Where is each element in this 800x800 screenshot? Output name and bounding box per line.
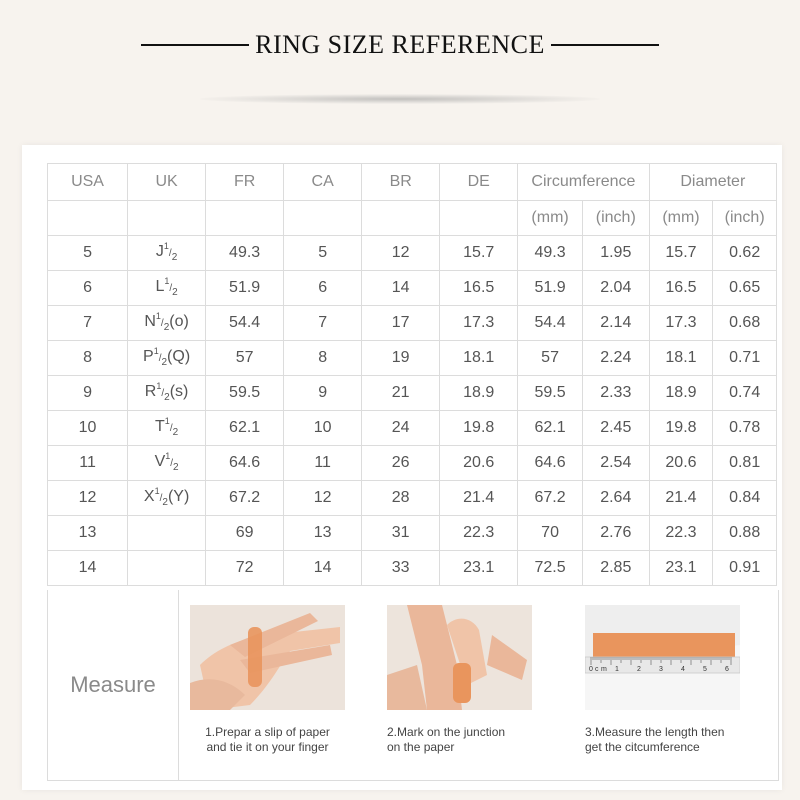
ruler-digit: 0 — [589, 666, 593, 673]
fraction-slash: / — [160, 317, 164, 329]
cell-br: 28 — [362, 481, 440, 516]
cell-circ-inch: 2.85 — [582, 551, 649, 586]
half-denominator: 2 — [164, 392, 170, 404]
cell-dia-mm: 18.1 — [649, 341, 713, 376]
cell-dia-inch: 0.81 — [713, 446, 777, 481]
cell-circ-mm: 49.3 — [518, 236, 583, 271]
cell-circ-mm: 57 — [518, 341, 583, 376]
cell-br: 14 — [362, 271, 440, 306]
uk-letter: X — [143, 487, 155, 505]
ruler-icon — [585, 605, 740, 710]
cell-uk — [128, 446, 206, 481]
table-row — [48, 341, 777, 376]
col-header-diameter: Diameter — [649, 164, 776, 201]
cell-fr: 49.3 — [206, 236, 284, 271]
step2-photo — [387, 605, 532, 710]
step3-line2: get the citcumference — [585, 740, 700, 754]
half-denominator: 2 — [172, 287, 178, 299]
cell-circ-inch: 2.64 — [582, 481, 649, 516]
ruler-digit: m — [601, 666, 607, 673]
table-row — [48, 516, 777, 551]
cell-dia-inch: 0.62 — [713, 236, 777, 271]
cell-dia-mm: 23.1 — [649, 551, 713, 586]
cell-ca: 8 — [284, 341, 362, 376]
ruler-digit: 3 — [659, 666, 663, 673]
step1-line2: and tie it on your finger — [206, 740, 329, 754]
cell-fr: 62.1 — [206, 411, 284, 446]
col-header-de: DE — [440, 164, 518, 201]
ruler-digit: 4 — [681, 666, 685, 673]
unit-cell-empty — [206, 201, 284, 236]
cell-dia-inch: 0.71 — [713, 341, 777, 376]
step1-line1: 1.Prepar a slip of paper — [205, 725, 330, 739]
uk-alt-size: (s) — [169, 382, 189, 400]
unit-circ-inch: (inch) — [582, 201, 649, 236]
step2-line2: on the paper — [387, 740, 455, 754]
cell-br: 31 — [362, 516, 440, 551]
cell-de: 23.1 — [440, 551, 518, 586]
cell-usa: 9 — [48, 376, 128, 411]
cell-ca: 10 — [284, 411, 362, 446]
col-header-usa: USA — [48, 164, 128, 201]
cell-dia-inch: 0.91 — [713, 551, 777, 586]
table-row — [48, 306, 777, 341]
half-denominator: 2 — [173, 462, 179, 474]
table-row — [48, 481, 777, 516]
cell-usa: 11 — [48, 446, 128, 481]
cell-circ-inch: 1.95 — [582, 236, 649, 271]
cell-br: 12 — [362, 236, 440, 271]
unit-circ-mm: (mm) — [518, 201, 583, 236]
cell-dia-inch: 0.68 — [713, 306, 777, 341]
cell-fr: 54.4 — [206, 306, 284, 341]
half-numerator: 1 — [163, 240, 169, 251]
unit-cell-empty — [440, 201, 518, 236]
fraction-slash: / — [158, 352, 162, 364]
step3-caption — [585, 725, 750, 755]
half-denominator: 2 — [162, 497, 168, 509]
table-row — [48, 446, 777, 481]
cell-circ-inch: 2.54 — [582, 446, 649, 481]
cell-br: 19 — [362, 341, 440, 376]
cell-de: 18.9 — [440, 376, 518, 411]
cell-circ-mm: 54.4 — [518, 306, 583, 341]
cell-dia-inch: 0.84 — [713, 481, 777, 516]
cell-br: 24 — [362, 411, 440, 446]
half-numerator: 1 — [155, 310, 161, 321]
header-row — [48, 164, 777, 201]
ruler-digit: 6 — [725, 666, 729, 673]
cell-circ-inch: 2.76 — [582, 516, 649, 551]
ruler-digit: 1 — [615, 666, 619, 673]
step3-photo — [585, 605, 740, 710]
half-numerator: 1 — [156, 380, 162, 391]
marking-hand-icon — [387, 605, 532, 710]
cell-circ-mm: 59.5 — [518, 376, 583, 411]
cell-circ-inch: 2.24 — [582, 341, 649, 376]
hand-with-paper-icon — [190, 605, 345, 710]
uk-alt-size: (Y) — [167, 487, 190, 505]
page-title: RING SIZE REFERENCE — [255, 30, 545, 59]
cell-fr: 69 — [206, 516, 284, 551]
cell-dia-mm: 22.3 — [649, 516, 713, 551]
cell-uk — [128, 411, 206, 446]
cell-dia-mm: 16.5 — [649, 271, 713, 306]
cell-ca: 6 — [284, 271, 362, 306]
half-numerator: 1 — [164, 275, 170, 286]
fraction-slash: / — [169, 422, 173, 434]
title-rule-right — [551, 44, 659, 46]
cell-usa: 7 — [48, 306, 128, 341]
half-denominator: 2 — [161, 357, 168, 369]
half-numerator: 1 — [153, 345, 159, 356]
cell-fr: 67.2 — [206, 481, 284, 516]
half-numerator: 1 — [164, 415, 170, 426]
cell-dia-inch: 0.74 — [713, 376, 777, 411]
cell-uk — [128, 516, 206, 551]
cell-dia-mm: 21.4 — [649, 481, 713, 516]
uk-letter: T — [155, 417, 165, 435]
uk-letter: L — [155, 277, 165, 295]
col-header-br: BR — [362, 164, 440, 201]
uk-letter: N — [144, 312, 156, 330]
cell-dia-inch: 0.65 — [713, 271, 777, 306]
cell-dia-inch: 0.78 — [713, 411, 777, 446]
cell-ca: 14 — [284, 551, 362, 586]
unit-dia-mm: (mm) — [649, 201, 713, 236]
ruler-digit: 5 — [703, 666, 707, 673]
cell-circ-inch: 2.33 — [582, 376, 649, 411]
uk-letter: J — [155, 242, 164, 260]
cell-dia-mm: 20.6 — [649, 446, 713, 481]
cell-uk — [128, 481, 206, 516]
table-row — [48, 376, 777, 411]
cell-circ-mm: 51.9 — [518, 271, 583, 306]
cell-br: 33 — [362, 551, 440, 586]
cell-fr: 64.6 — [206, 446, 284, 481]
cell-circ-inch: 2.45 — [582, 411, 649, 446]
table-row — [48, 411, 777, 446]
cell-uk — [128, 341, 206, 376]
fraction-slash: / — [168, 247, 172, 259]
half-denominator: 2 — [172, 427, 179, 439]
ruler-digit: c — [595, 666, 599, 673]
col-header-ca: CA — [284, 164, 362, 201]
step1-photo — [190, 605, 345, 710]
cell-br: 17 — [362, 306, 440, 341]
step1-caption — [190, 725, 345, 755]
cell-dia-mm: 19.8 — [649, 411, 713, 446]
cell-fr: 59.5 — [206, 376, 284, 411]
ruler-digit: 2 — [637, 666, 641, 673]
cell-ca: 5 — [284, 236, 362, 271]
half-denominator: 2 — [171, 252, 178, 264]
table-row — [48, 271, 777, 306]
unit-cell-empty — [48, 201, 128, 236]
cell-fr: 57 — [206, 341, 284, 376]
unit-cell-empty — [362, 201, 440, 236]
cell-circ-mm: 67.2 — [518, 481, 583, 516]
half-denominator: 2 — [163, 322, 170, 334]
cell-circ-inch: 2.04 — [582, 271, 649, 306]
col-header-fr: FR — [206, 164, 284, 201]
cell-ca: 13 — [284, 516, 362, 551]
cell-br: 26 — [362, 446, 440, 481]
step3-line1: 3.Measure the length then — [585, 725, 725, 739]
half-numerator: 1 — [154, 485, 160, 496]
header — [0, 0, 800, 130]
size-table — [47, 163, 777, 586]
cell-usa: 14 — [48, 551, 128, 586]
size-table-body — [48, 236, 777, 586]
col-header-uk: UK — [128, 164, 206, 201]
cell-circ-inch: 2.14 — [582, 306, 649, 341]
cell-circ-mm: 70 — [518, 516, 583, 551]
cell-de: 17.3 — [440, 306, 518, 341]
cell-ca: 7 — [284, 306, 362, 341]
uk-letter: V — [154, 452, 166, 470]
cell-ca: 11 — [284, 446, 362, 481]
unit-cell-empty — [128, 201, 206, 236]
title-row — [0, 30, 800, 60]
cell-fr: 51.9 — [206, 271, 284, 306]
cell-usa: 12 — [48, 481, 128, 516]
cell-dia-mm: 15.7 — [649, 236, 713, 271]
cell-uk — [128, 271, 206, 306]
step2-caption — [387, 725, 552, 755]
cell-de: 16.5 — [440, 271, 518, 306]
fraction-slash: / — [161, 387, 165, 399]
cell-circ-mm: 64.6 — [518, 446, 583, 481]
cell-usa: 6 — [48, 271, 128, 306]
cell-de: 15.7 — [440, 236, 518, 271]
half-numerator: 1 — [165, 450, 171, 461]
uk-alt-size: (Q) — [167, 347, 191, 365]
cell-uk — [128, 236, 206, 271]
cell-fr: 72 — [206, 551, 284, 586]
cell-uk — [128, 376, 206, 411]
unit-row — [48, 201, 777, 236]
cell-uk — [128, 306, 206, 341]
uk-alt-size: (o) — [169, 312, 189, 330]
cell-de: 20.6 — [440, 446, 518, 481]
uk-letter: R — [144, 382, 157, 400]
cell-de: 19.8 — [440, 411, 518, 446]
cell-de: 21.4 — [440, 481, 518, 516]
cell-dia-mm: 18.9 — [649, 376, 713, 411]
cell-de: 22.3 — [440, 516, 518, 551]
unit-cell-empty — [284, 201, 362, 236]
fraction-slash: / — [159, 492, 163, 504]
cell-ca: 9 — [284, 376, 362, 411]
uk-letter: P — [143, 347, 154, 365]
cell-usa: 10 — [48, 411, 128, 446]
cell-de: 18.1 — [440, 341, 518, 376]
table-row — [48, 236, 777, 271]
cell-circ-mm: 72.5 — [518, 551, 583, 586]
measure-label: Measure — [48, 590, 179, 780]
cell-br: 21 — [362, 376, 440, 411]
cell-dia-mm: 17.3 — [649, 306, 713, 341]
cell-circ-mm: 62.1 — [518, 411, 583, 446]
col-header-circumference: Circumference — [518, 164, 649, 201]
cell-ca: 12 — [284, 481, 362, 516]
step2-line1: 2.Mark on the junction — [387, 725, 506, 739]
fraction-slash: / — [169, 282, 173, 294]
size-chart-card — [22, 145, 782, 790]
cell-dia-inch: 0.88 — [713, 516, 777, 551]
cell-usa: 5 — [48, 236, 128, 271]
cell-usa: 8 — [48, 341, 128, 376]
title-shadow — [200, 94, 600, 104]
table-row — [48, 551, 777, 586]
cell-uk — [128, 551, 206, 586]
fraction-slash: / — [170, 457, 174, 469]
unit-dia-inch: (inch) — [713, 201, 777, 236]
cell-usa: 13 — [48, 516, 128, 551]
title-rule-left — [141, 44, 249, 46]
